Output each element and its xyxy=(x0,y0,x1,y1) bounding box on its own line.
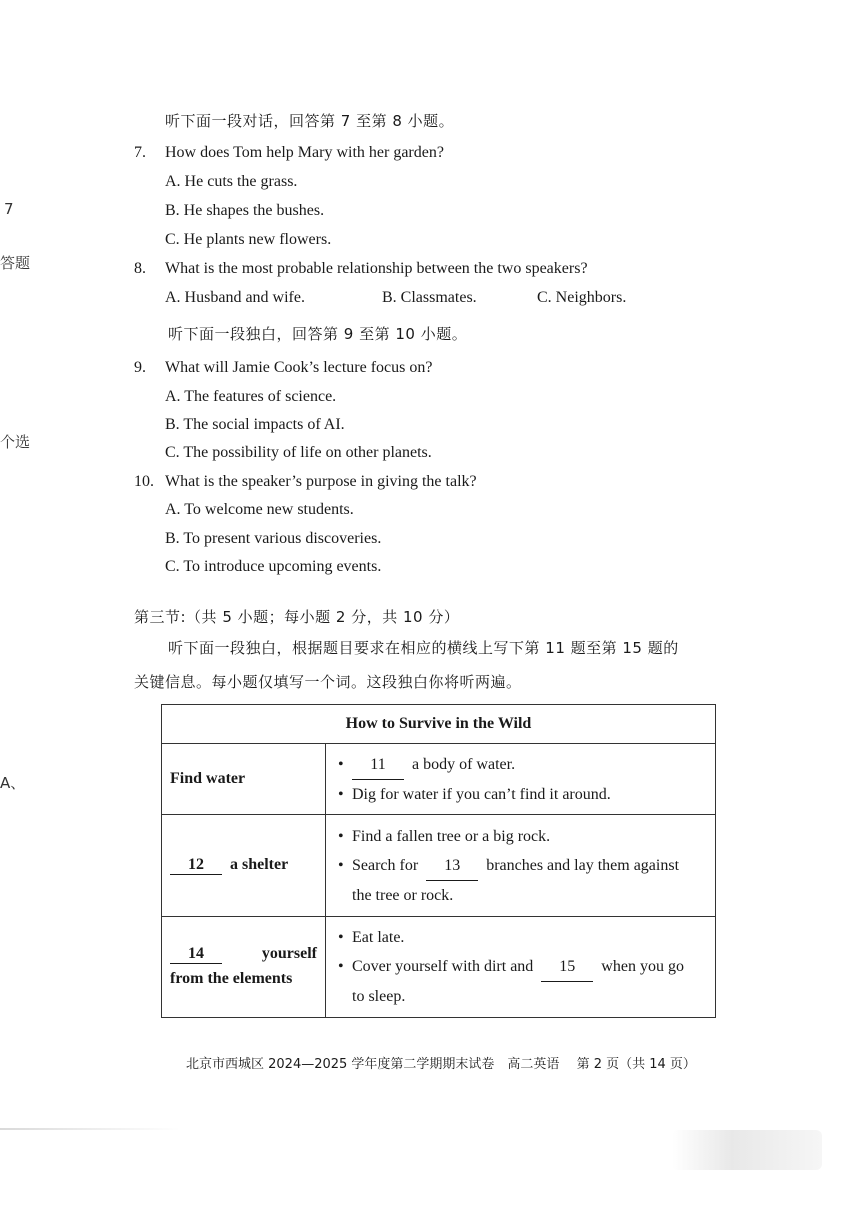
bullet-text: Dig for water if you can’t find it around. xyxy=(352,785,611,803)
option-a: A. He cuts the grass. xyxy=(165,173,298,190)
section-3-instruction-line-2: 关键信息。每小题仅填写一个词。这段独白你将听两遍。 xyxy=(134,673,522,691)
option-c: C. He plants new flowers. xyxy=(165,231,332,248)
row-content xyxy=(326,744,716,815)
bullet-text: a body of water. xyxy=(412,755,516,773)
scan-artifact-line xyxy=(0,1128,180,1130)
margin-fragment-2: 答题 xyxy=(0,254,31,272)
bullet-text: Search for xyxy=(352,856,419,874)
row-content xyxy=(326,815,716,916)
row-label-protect xyxy=(162,916,326,1017)
scan-artifact-smudge xyxy=(672,1130,822,1170)
row-label-find-water: Find water xyxy=(162,744,326,815)
answer-blank-11: 11 xyxy=(352,750,404,780)
bullet-line: • Dig for water if you can’t find it around. xyxy=(338,785,611,803)
page-footer: 北京市西城区 2024—2025 学年度第二学期期末试卷 高二英语 第 2 页（共 14 页） xyxy=(186,1057,696,1072)
bullet-line: • 11 a body of water. xyxy=(338,750,715,780)
option-b: B. Classmates. xyxy=(382,289,477,306)
answer-blank-15: 15 xyxy=(541,952,593,982)
answer-blank-12: 12 xyxy=(170,856,222,875)
row-label-text: yourself xyxy=(261,945,317,963)
margin-fragment-4: A、 xyxy=(0,774,26,792)
table-row xyxy=(162,815,716,916)
margin-fragment-3: 个选 xyxy=(0,433,31,451)
bullet-continuation: the tree or rock. xyxy=(352,886,454,904)
option-c: C. The possibility of life on other planets. xyxy=(165,444,432,461)
margin-fragment-1: 7 xyxy=(4,200,14,218)
row-label-text: a shelter xyxy=(230,856,289,873)
row-content xyxy=(326,916,716,1017)
table-title: How to Survive in the Wild xyxy=(162,705,716,744)
section-3-heading: 第三节:（共 5 小题；每小题 2 分，共 10 分） xyxy=(134,608,460,626)
bullet-line: • Eat late. xyxy=(338,928,405,946)
question-number: 10. xyxy=(134,473,154,490)
bullet-line: • Search for 13 branches and lay them against xyxy=(338,851,715,881)
option-c: C. To introduce upcoming events. xyxy=(165,558,382,575)
row-label-shelter xyxy=(162,815,326,916)
option-a: A. To welcome new students. xyxy=(165,501,354,518)
option-a: A. The features of science. xyxy=(165,388,337,405)
table-row xyxy=(162,916,716,1017)
bullet-text: when you go xyxy=(601,957,684,975)
answer-blank-14: 14 xyxy=(170,945,222,964)
question-text: What is the speaker’s purpose in giving the talk? xyxy=(165,473,477,490)
table-row xyxy=(162,744,716,815)
row-label-line-2: from the elements xyxy=(170,970,293,988)
instruction-7-8: 听下面一段对话，回答第 7 至第 8 小题。 xyxy=(165,112,455,130)
bullet-text: branches and lay them against xyxy=(486,856,680,874)
question-number: 7. xyxy=(134,144,146,161)
option-b: B. To present various discoveries. xyxy=(165,530,382,547)
option-c: C. Neighbors. xyxy=(537,289,627,306)
instruction-9-10: 听下面一段独白，回答第 9 至第 10 小题。 xyxy=(168,325,468,343)
option-a: A. Husband and wife. xyxy=(165,289,305,306)
option-b: B. He shapes the bushes. xyxy=(165,202,325,219)
bullet-text: Cover yourself with dirt and xyxy=(352,957,534,975)
bullet-text: Eat late. xyxy=(352,928,405,946)
survival-table xyxy=(161,704,716,1018)
question-number: 9. xyxy=(134,359,146,376)
row-label-line xyxy=(170,945,325,964)
bullet-line: • Find a fallen tree or a big rock. xyxy=(338,827,551,845)
answer-blank-13: 13 xyxy=(426,851,478,881)
section-3-instruction-line-1: 听下面一段独白，根据题目要求在相应的横线上写下第 11 题至第 15 题的 xyxy=(168,639,679,657)
bullet-text: Find a fallen tree or a big rock. xyxy=(352,827,551,845)
bullet-continuation: to sleep. xyxy=(352,987,406,1005)
question-text: What will Jamie Cook’s lecture focus on? xyxy=(165,359,433,376)
table-title-row xyxy=(162,705,716,744)
question-text: How does Tom help Mary with her garden? xyxy=(165,144,444,161)
option-b: B. The social impacts of AI. xyxy=(165,416,345,433)
bullet-line: • Cover yourself with dirt and 15 when you go xyxy=(338,952,715,982)
question-number: 8. xyxy=(134,260,146,277)
question-text: What is the most probable relationship between the two speakers? xyxy=(165,260,588,277)
